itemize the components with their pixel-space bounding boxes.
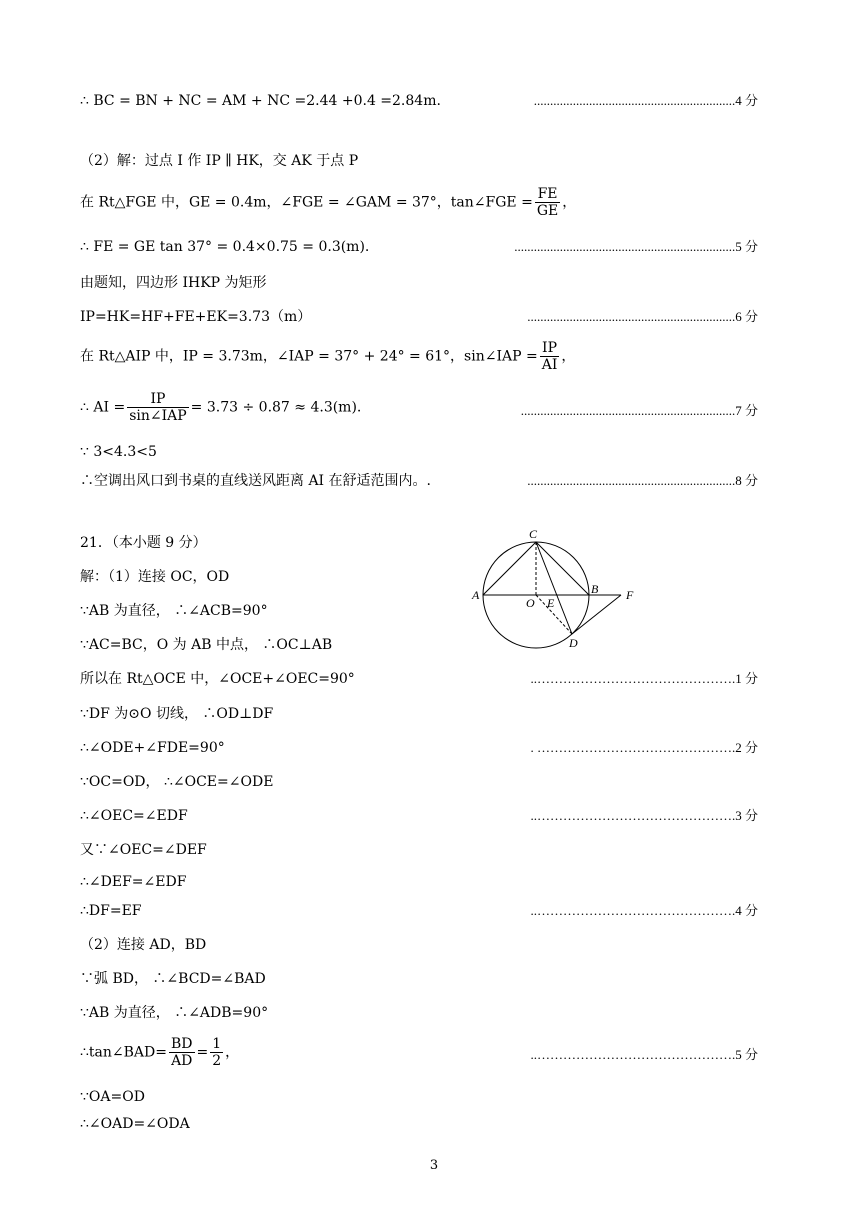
segment-df (572, 595, 621, 634)
score-line: ..……………………………………….1 分 (530, 671, 758, 686)
line-step: ∴∠OEC=∠EDF (80, 808, 188, 824)
circle-diagram (466, 525, 646, 655)
line-conclusion: ∴空调出风口到书桌的直线送风距离 AI 在舒适范围内。. (80, 473, 431, 489)
label-d: D (569, 636, 578, 650)
line-fe: ∴ FE = GE tan 37° = 0.4×0.75 = 0.3(m). (80, 239, 370, 255)
denominator: 2 (212, 1053, 222, 1069)
line-step: ∵AC=BC，O 为 AB 中点， ∴OC⊥AB (80, 637, 333, 653)
line-text: ， (562, 194, 577, 211)
line-step: ∵AB 为直径， ∴∠ADB=90° (80, 1005, 269, 1021)
line-step: ∴∠ODE+∠FDE=90° (80, 740, 225, 756)
line-text: ∴ AI = (80, 399, 126, 416)
line-step: 所以在 Rt△OCE 中，∠OCE+∠OEC=90° (80, 671, 355, 687)
numerator: BD (170, 1036, 193, 1052)
denominator: sin∠IAP (129, 408, 187, 424)
line-text: 在 Rt△FGE 中，GE = 0.4m，∠FGE = ∠GAM = 37°，tan∠FGE = (80, 194, 533, 211)
line-ip: IP=HK=HF+FE+EK=3.73（m） (80, 309, 312, 325)
fraction (127, 391, 188, 424)
score-line: ..……………………………………….5 分 (530, 1047, 758, 1062)
score-line: ................................................................6 分 (527, 309, 758, 324)
label-b: B (591, 582, 599, 596)
line-step: ∴∠OAD=∠ODA (80, 1116, 190, 1132)
line-step: ∵弧 BD， ∴∠BCD=∠BAD (80, 971, 266, 987)
denominator: AI (541, 357, 558, 373)
denominator: GE (536, 203, 559, 219)
segment-bc (536, 542, 589, 595)
numerator: 1 (212, 1036, 222, 1052)
label-c: C (529, 527, 538, 541)
denominator: AD (171, 1053, 193, 1069)
line-text: = (196, 1044, 209, 1061)
line-text: ， (561, 348, 576, 365)
score-line: ..............................................................4 分 (533, 93, 758, 108)
numerator: IP (127, 391, 188, 408)
label-f: F (626, 588, 634, 602)
line-step: ∵OA=OD (80, 1089, 145, 1105)
line-step: ∴∠DEF=∠EDF (80, 874, 187, 890)
line-text: = 3.73 ÷ 0.87 ≈ 4.3(m). (190, 399, 362, 416)
label-o: O (526, 596, 535, 610)
score-line: ....................................................................5 分 (514, 239, 758, 254)
numerator: FE (535, 186, 560, 203)
score-line: ..................................................................7 分 (520, 403, 758, 418)
line-rect: 由题知，四边形 IHKP 为矩形 (80, 275, 267, 291)
line-rt-fge (80, 186, 576, 219)
line-step: ∵AB 为直径， ∴∠ACB=90° (80, 603, 268, 619)
line-step: ∴DF=EF (80, 903, 142, 919)
line-text: ∴tan∠BAD= (80, 1044, 167, 1061)
line-step: 又∵∠OEC=∠DEF (80, 842, 207, 858)
score-line: ................................................................8 分 (527, 473, 758, 488)
segment-cd (536, 542, 572, 634)
score-line: . ……………………………………….2 分 (530, 740, 758, 755)
fraction (535, 186, 560, 219)
line-text: 在 Rt△AIP 中，IP = 3.73m，∠IAP = 37° + 24° = 61°，sin∠IAP = (80, 348, 538, 365)
line-step: 解：（1）连接 OC，OD (80, 569, 230, 585)
line-step: ∵OC=OD， ∴∠OCE=∠ODE (80, 774, 274, 790)
fraction (540, 340, 560, 373)
question-21-heading: 21．（本小题 9 分） (80, 535, 207, 551)
line-ai (80, 391, 361, 424)
line-step: ∵DF 为⊙O 切线， ∴OD⊥DF (80, 706, 274, 722)
line-range: ∵ 3<4.3<5 (80, 444, 157, 460)
page-number: 3 (429, 1158, 439, 1173)
line-tan-bad (80, 1036, 239, 1069)
label-a: A (472, 588, 480, 602)
segment-ac (483, 542, 536, 595)
score-line: ..……………………………………….4 分 (530, 903, 758, 918)
line-bc: ∴ BC = BN + NC = AM + NC =2.44 +0.4 =2.84m. (80, 93, 441, 109)
label-e: E (547, 596, 555, 610)
line-part2: （2）解：过点 I 作 IP ∥ HK，交 AK 于点 P (80, 153, 359, 169)
numerator: IP (540, 340, 560, 357)
fraction (210, 1036, 223, 1069)
fraction (169, 1036, 195, 1069)
score-line: ..……………………………………….3 分 (530, 808, 758, 823)
line-step: （2）连接 AD，BD (80, 937, 207, 953)
line-rt-aip (80, 340, 575, 373)
line-text: ， (225, 1044, 240, 1061)
